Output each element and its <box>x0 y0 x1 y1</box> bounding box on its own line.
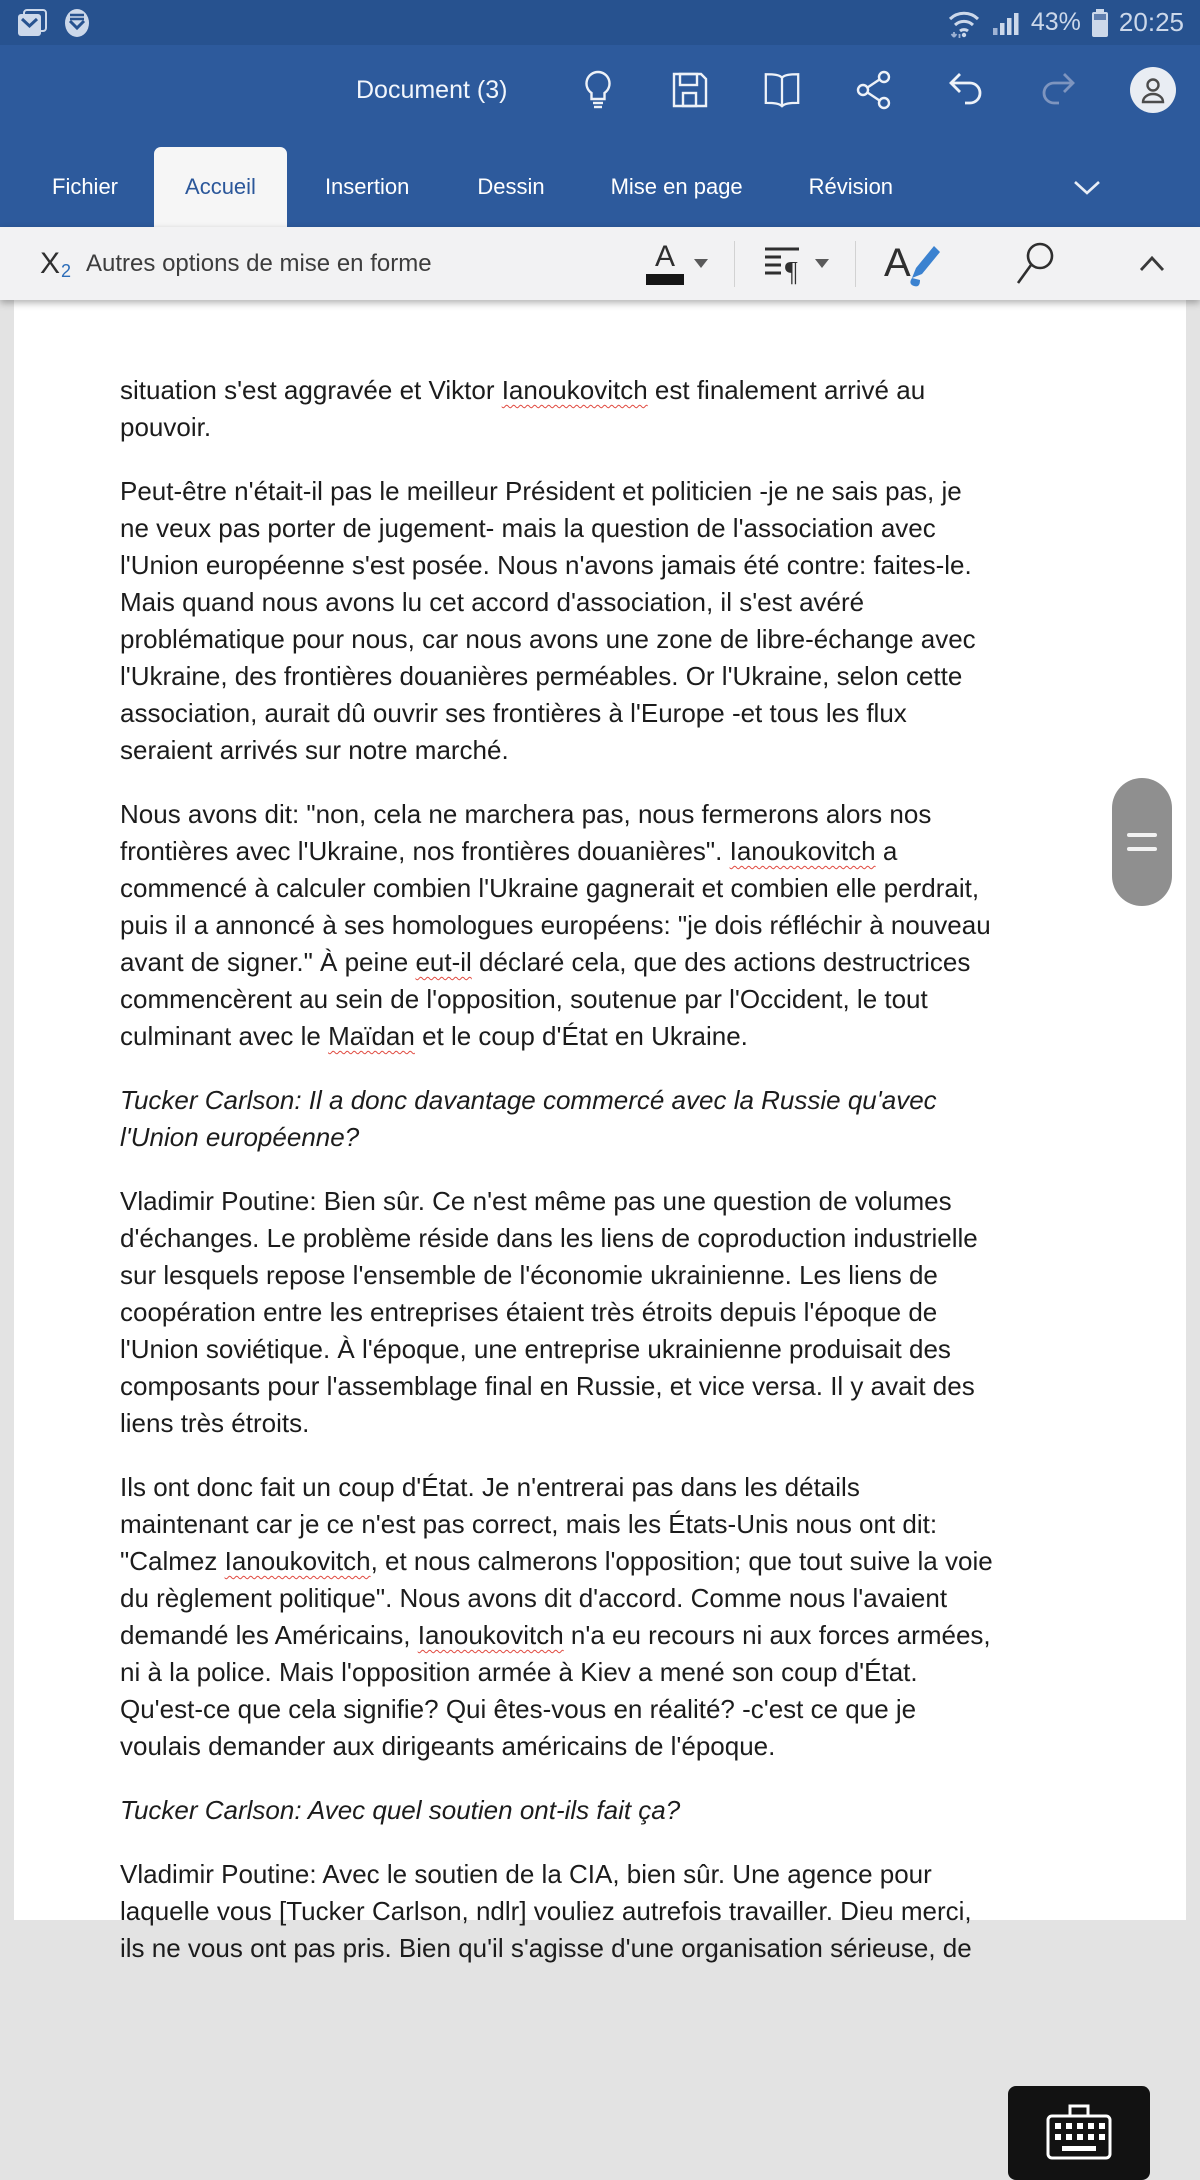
font-color-button[interactable] <box>646 242 708 285</box>
cellular-signal-icon <box>992 9 1022 37</box>
chevron-down-icon <box>815 259 829 268</box>
document-text <box>120 372 1086 1967</box>
search-icon[interactable] <box>1014 241 1058 287</box>
chevron-down-icon <box>694 259 708 268</box>
tab-insertion[interactable]: Insertion <box>324 174 410 199</box>
svg-text:A: A <box>884 240 911 285</box>
tab-revision[interactable]: Révision <box>808 174 894 199</box>
document-page[interactable] <box>14 300 1186 1963</box>
tab-dessin[interactable]: Dessin <box>477 174 545 199</box>
document-area <box>0 300 1200 1963</box>
scroll-handle[interactable] <box>1112 778 1172 906</box>
subscript-button[interactable]: X $_2$ <box>40 246 72 281</box>
battery-percent: 43% <box>1030 8 1081 36</box>
more-formatting-label[interactable]: Autres options de mise en forme <box>86 249 432 277</box>
save-icon[interactable] <box>670 70 710 110</box>
document-paragraph[interactable]: Nous avons dit: "non, cela ne marchera pas, nous fermerons alors nos frontières avec l'Ukraine, nos frontières douanières". Ianoukovitch a commencé à calculer combien l'Ukraine gagnerait et combien elle perdrait, puis il a annoncé à ses homologues européens: "je dois réfléchir à nouveau avant de signer." À peine eut-il déclaré cela, que des actions destructrices commencèrent au sein de l'opposition, soutenue par l'Occident, le tout culminant avec le Maïdan et le coup d'État en Ukraine. <box>120 799 991 1051</box>
status-time: 20:25 <box>1118 7 1184 37</box>
toolbar-divider <box>855 241 856 287</box>
document-paragraph[interactable]: Peut-être n'était-il pas le meilleur Président et politicien -je ne sais pas, je ne veux pas porter de jugement- mais la question de l'association avec l'Union européenne s'est posée. Nous n'avons jamais été contre: faites-le. Mais quand nous avons lu cet accord d'association, il s'est avéré problématique pour nous, car nous avons une zone de libre-échange avec l'Ukraine, des frontières douanières perméables. Or l'Ukraine, selon cette association, aurait dû ouvrir ses frontières à l'Europe -et tous les flux seraient arrivés sur notre marché. <box>120 476 976 765</box>
battery-icon <box>1090 7 1110 39</box>
svg-text:¶: ¶ <box>785 256 798 285</box>
read-view-book-icon[interactable] <box>762 70 802 110</box>
stacked-email-icon <box>16 8 48 38</box>
show-keyboard-button[interactable] <box>1008 2086 1150 2180</box>
document-paragraph[interactable]: Vladimir Poutine: Avec le soutien de la CIA, bien sûr. Une agence pour laquelle vous [Tucker Carlson, ndlr] vouliez autrefois travailler. Dieu merci, ils ne vous ont pas pris. Bien qu'il s'agisse d'une organisation sérieuse, de <box>120 1859 972 1963</box>
account-avatar[interactable] <box>1130 67 1176 113</box>
formatting-toolbar <box>0 227 1200 300</box>
document-paragraph[interactable]: situation s'est aggravée et Viktor Ianoukovitch est finalement arrivé au pouvoir. <box>120 375 926 442</box>
format-painter-icon[interactable] <box>882 240 940 288</box>
redo-icon[interactable] <box>1038 70 1078 110</box>
email-circle-icon <box>62 8 92 38</box>
tab-fichier[interactable]: Fichier <box>52 174 119 199</box>
ribbon-tabs <box>0 135 1200 227</box>
share-icon[interactable] <box>854 70 894 110</box>
document-paragraph[interactable]: Ils ont donc fait un coup d'État. Je n'entrerai pas dans les détails maintenant car je ce n'est pas correct, mais les États-Unis nous ont dit: "Calmez Ianoukovitch, et nous calmerons l'opposition; que tout suive la voie du règlement politique". Nous avons dit d'accord. Comme nous l'avaient demandé les Américains, Ianoukovitch n'a eu recours ni aux forces armées, ni à la police. Mais l'opposition armée à Kiev a mené son coup d'État. Qu'est-ce que cela signifie? Qui êtes-vous en réalité? -c'est ce que je voulais demander aux dirigeants américains de l'époque. <box>120 1472 993 1761</box>
keyboard-icon <box>1042 2102 1116 2164</box>
notification-icons <box>16 8 92 38</box>
wifi-icon <box>945 7 983 39</box>
tab-accueil[interactable]: Accueil <box>154 147 287 227</box>
document-paragraph[interactable]: Vladimir Poutine: Bien sûr. Ce n'est même pas une question de volumes d'échanges. Le problème réside dans les liens de coproduction industrielle sur lesquels repose l'ensemble de l'économie ukrainienne. Les liens de coopération entre les entreprises étaient très étroits depuis l'époque de l'Union soviétique. À l'époque, une entreprise ukrainienne produisait des composants pour l'assemblage final en Russie, et vice versa. Il y avait des liens très étroits. <box>120 1186 978 1438</box>
tips-lightbulb-icon[interactable] <box>578 70 618 110</box>
font-color-icon: A <box>646 242 684 285</box>
collapse-chevron-up-icon[interactable] <box>1138 255 1166 273</box>
document-paragraph[interactable]: Tucker Carlson: Il a donc davantage commercé avec la Russie qu'avec l'Union européenne? <box>120 1085 937 1152</box>
title-bar <box>0 45 1200 135</box>
document-paragraph[interactable]: Tucker Carlson: Avec quel soutien ont-ils fait ça? <box>120 1795 681 1825</box>
ribbon-more-chevron-down-icon[interactable] <box>1072 147 1102 227</box>
undo-icon[interactable] <box>946 70 986 110</box>
paragraph-formatting-icon <box>761 243 805 285</box>
document-title: Document (3) <box>356 75 508 104</box>
status-bar <box>0 0 1200 45</box>
paragraph-formatting-button[interactable] <box>761 243 829 285</box>
toolbar-divider <box>734 241 735 287</box>
tab-mise-en-page[interactable]: Mise en page <box>610 174 743 199</box>
